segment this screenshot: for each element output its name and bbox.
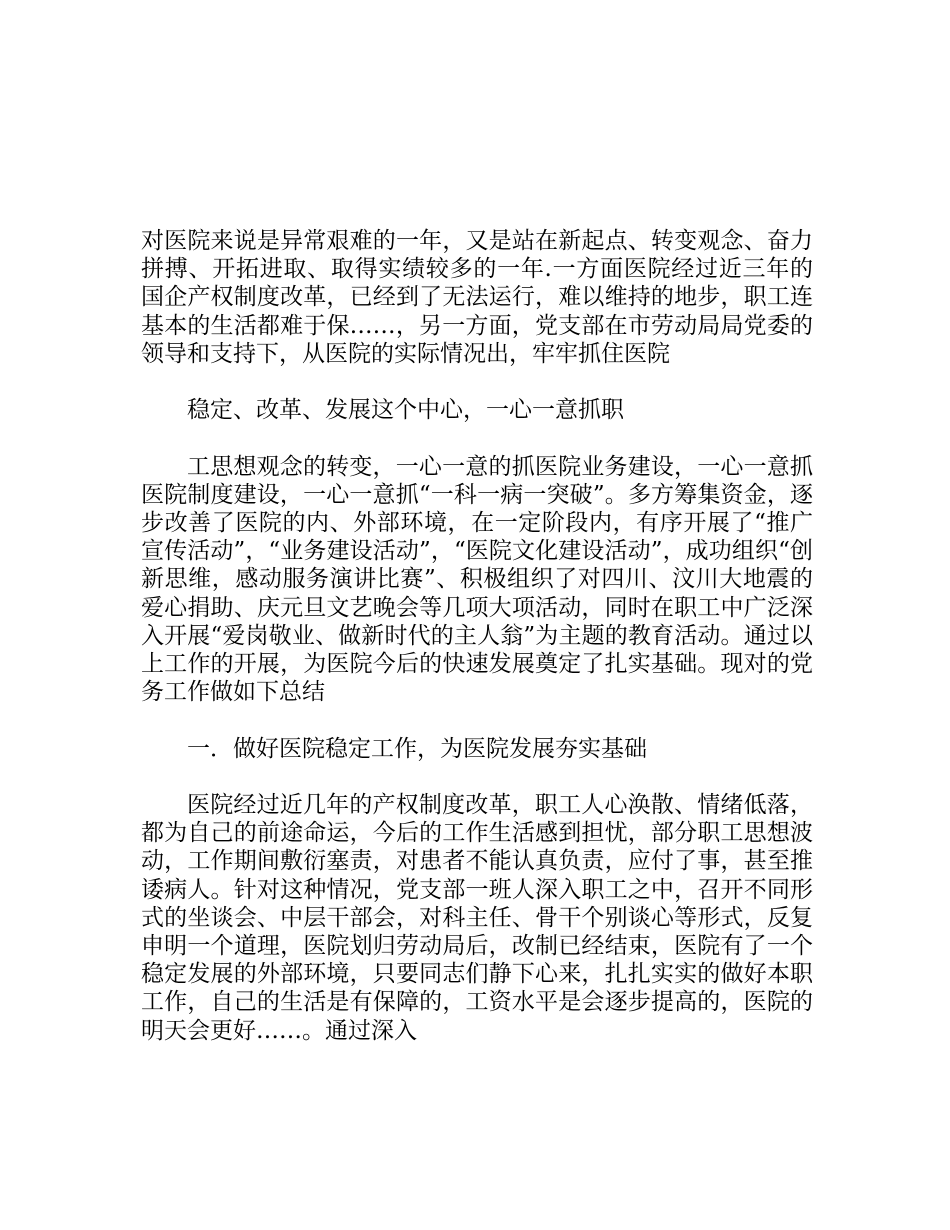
paragraph-center-focus: 稳定、改革、发展这个中心，一心一意抓职	[187, 397, 624, 424]
paragraph-intro: 对医院来说是异常艰难的一年，又是站在新起点、转变观念、奋力拼搏、开拓进取、取得实绩较多的一年.一方面医院经过近三年的国企产权制度改革，已经到了无法运行，难以维持的地步，职工连基本的生活都难于保……，另一方面，党支部在市劳动局局党委的领导和支持下，从医院的实际情况出，牢牢抓住医院	[141, 228, 813, 367]
paragraph-stability-details: 医院经过近几年的产权制度改革，职工人心涣散、情绪低落，都为自己的前途命运，今后的工作生活感到担忧，部分职工思想波动，工作期间敷衍塞责，对患者不能认真负责，应付了事，甚至推诿病人。针对这种情况，党支部一班人深入职工之中，召开不同形式的坐谈会、中层干部会，对科主任、骨干个别谈心等形式，反复申明一个道理，医院划归劳动局后，改制已经结束，医院有了一个稳定发展的外部环境，只要同志们静下心来，扎扎实实的做好本职工作，自己的生活是有保障的，工资水平是会逐步提高的，医院的明天会更好……。通过深入	[141, 792, 813, 1044]
document-page	[141, 227, 813, 1045]
section-heading-stability: 一．做好医院稳定工作，为医院发展夯实基础	[187, 735, 647, 762]
paragraph-work-summary: 工思想观念的转变，一心一意的抓医院业务建设，一心一意抓医院制度建设，一心一意抓“一科一病一突破”。多方筹集资金，逐步改善了医院的内、外部环境，在一定阶段内，有序开展了“推广宣传活动”，“业务建设活动”，“医院文化建设活动”，成功组织“创新思维，感动服务演讲比赛”、积极组织了对四川、汶川大地震的爱心捐助、庆元旦文艺晚会等几项大项活动，同时在职工中广泛深入开展“爱岗敬业、做新时代的主人翁”为主题的教育活动。通过以上工作的开展，为医院今后的快速发展奠定了扎实基础。现对的党务工作做如下总结	[141, 453, 813, 706]
